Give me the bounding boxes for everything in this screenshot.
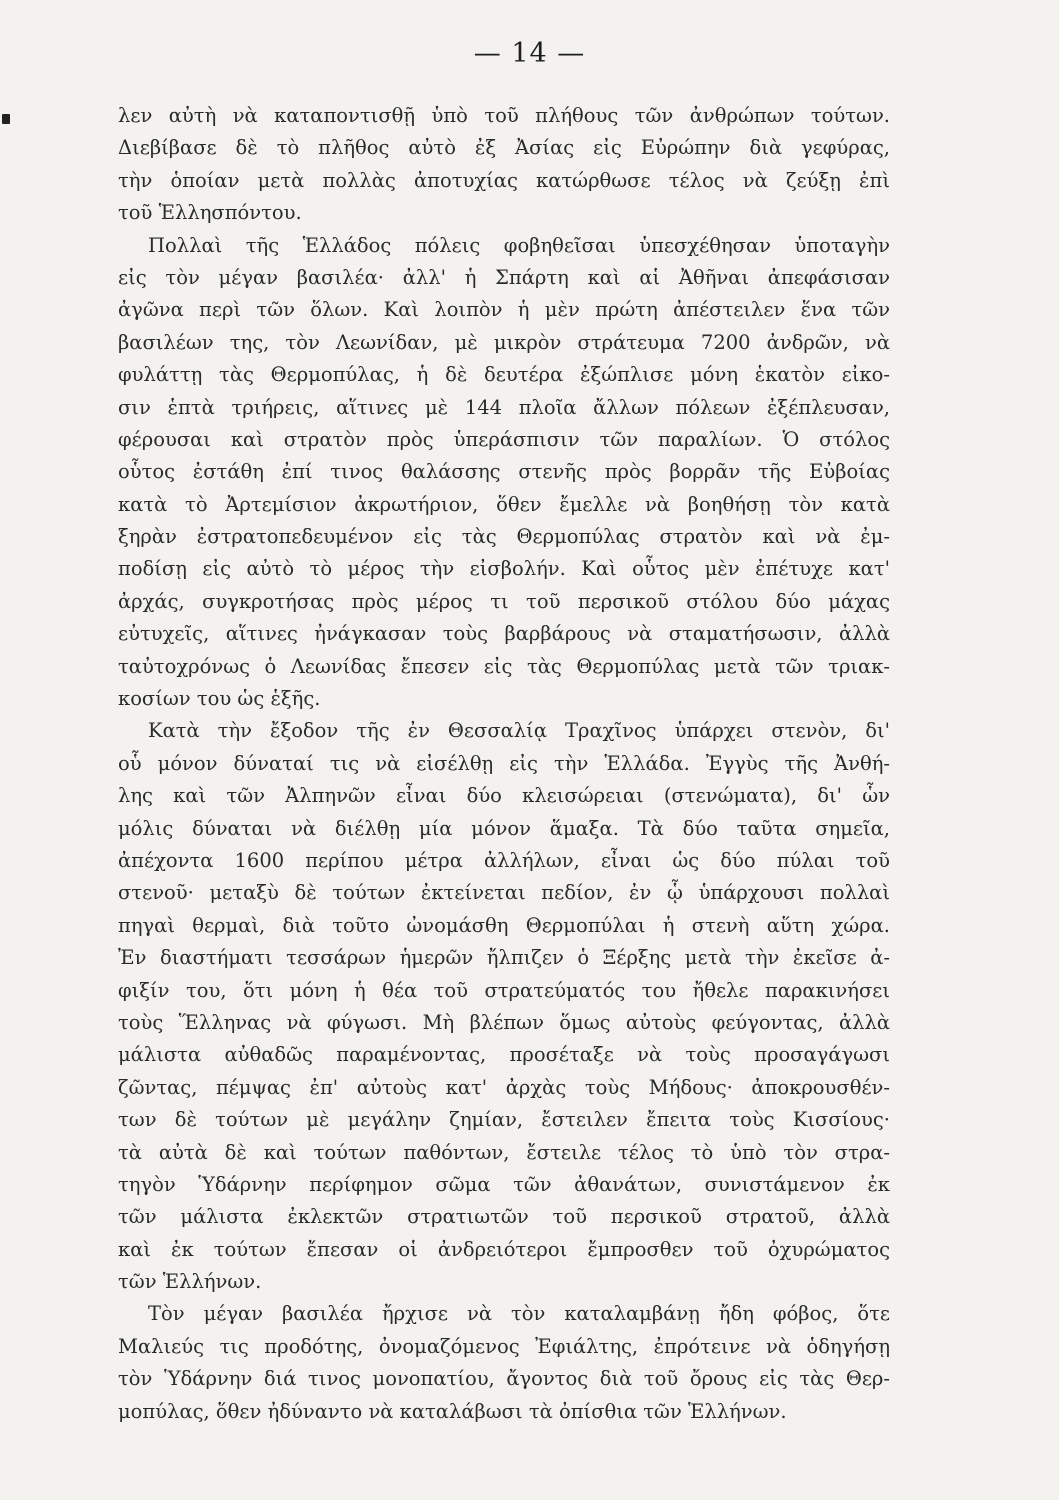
text-line: ποδίσῃ εἰς αὐτὸ τὸ μέρος τὴν εἰσβολήν. Καὶ οὗτος μὲν ἐπέτυχε κατ' xyxy=(118,557,890,581)
text-line: πηγαὶ θερμαὶ, διὰ τοῦτο ὠνομάσθη Θερμοπύλαι ἡ στενὴ αὕτη χώρα. xyxy=(118,913,890,937)
text-line: οὗτος ἐστάθη ἐπί τινος θαλάσσης στενῆς πρὸς βορρᾶν τῆς Εὐβοίας xyxy=(118,460,890,484)
text-line: ἀπέχοντα 1600 περίπου μέτρα ἀλλήλων, εἶναι ὡς δύο πύλαι τοῦ xyxy=(118,848,890,872)
text-line: ἀγῶνα περὶ τῶν ὅλων. Καὶ λοιπὸν ἡ μὲν πρώτη ἀπέστειλεν ἕνα τῶν xyxy=(118,298,890,322)
text-line: Πολλαὶ τῆς Ἑλλάδος πόλεις φοβηθεῖσαι ὑπεσχέθησαν ὑποταγὴν xyxy=(148,233,890,257)
text-line: οὗ μόνον δύναταί τις νὰ εἰσέλθῃ εἰς τὴν Ἑλλάδα. Ἐγγὺς τῆς Ἀνθή- xyxy=(118,751,890,775)
text-line: τῶν μάλιστα ἐκλεκτῶν στρατιωτῶν τοῦ περσικοῦ στρατοῦ, ἀλλὰ xyxy=(118,1205,890,1229)
text-line: ταὐτοχρόνως ὁ Λεωνίδας ἔπεσεν εἰς τὰς Θερμοπύλας μετὰ τῶν τριακ- xyxy=(118,654,890,678)
text-line: τὴν ὁποίαν μετὰ πολλὰς ἀποτυχίας κατώρθωσε τέλος νὰ ζεύξῃ ἐπὶ xyxy=(118,168,890,192)
text-line: λεν αὐτὴ νὰ καταποντισθῇ ὑπὸ τοῦ πλήθους τῶν ἀνθρώπων τούτων. xyxy=(118,104,890,127)
text-line: φιξίν του, ὅτι μόνη ἡ θέα τοῦ στρατεύματός του ἤθελε παρακινήσει xyxy=(118,978,890,1002)
paragraph xyxy=(118,100,890,1428)
margin-mark xyxy=(2,114,10,124)
text-line: τῶν Ἑλλήνων. xyxy=(118,1270,262,1294)
text-line: τὰ αὐτὰ δὲ καὶ τούτων παθόντων, ἔστειλε τέλος τὸ ὑπὸ τὸν στρα- xyxy=(118,1140,890,1164)
page-number: — 14 — xyxy=(473,38,586,69)
text-line: ἀρχάς, συγκροτήσας πρὸς μέρος τι τοῦ περσικοῦ στόλου δύο μάχας xyxy=(118,589,890,613)
text-line: μόλις δύναται νὰ διέλθῃ μία μόνον ἅμαξα. Τὰ δύο ταῦτα σημεῖα, xyxy=(118,816,890,840)
text-line: τηγὸν Ὑδάρνην περίφημον σῶμα τῶν ἀθανάτων, συνιστάμενον ἐκ xyxy=(118,1172,890,1196)
body-text xyxy=(118,100,890,1428)
text-line: ζῶντας, πέμψας ἐπ' αὐτοὺς κατ' ἀρχὰς τοὺς Μήδους· ἀποκρουσθέν- xyxy=(118,1075,890,1099)
text-line: στενοῦ· μεταξὺ δὲ τούτων ἐκτείνεται πεδίον, ἐν ᾧ ὑπάρχουσι πολλαὶ xyxy=(118,881,890,905)
text-line: εἰς τὸν μέγαν βασιλέα· ἀλλ' ἡ Σπάρτη καὶ αἱ Ἀθῆναι ἀπεφάσισαν xyxy=(118,265,890,289)
text-line: σιν ἑπτὰ τριήρεις, αἵτινες μὲ 144 πλοῖα ἄλλων πόλεων ἐξέπλευσαν, xyxy=(118,395,890,419)
text-line: κοσίων του ὡς ἑξῆς. xyxy=(118,687,321,711)
text-line: τὸν Ὑδάρνην διά τινος μονοπατίου, ἄγοντος διὰ τοῦ ὄρους εἰς τὰς Θερ- xyxy=(118,1367,890,1391)
text-line: Διεβίβασε δὲ τὸ πλῆθος αὐτὸ ἐξ Ἀσίας εἰς Εὐρώπην διὰ γεφύρας, xyxy=(118,136,890,160)
text-line: Τὸν μέγαν βασιλέα ἤρχισε νὰ τὸν καταλαμβάνῃ ἤδη φόβος, ὅτε xyxy=(148,1302,890,1326)
text-line: εὐτυχεῖς, αἵτινες ἠνάγκασαν τοὺς βαρβάρους νὰ σταματήσωσιν, ἀλλὰ xyxy=(118,622,890,646)
text-line: τοῦ Ἑλλησπόντου. xyxy=(118,201,302,225)
text-line: λης καὶ τῶν Ἀλπηνῶν εἶναι δύο κλεισώρειαι (στενώματα), δι' ὧν xyxy=(118,784,890,808)
text-line: μοπύλας, ὅθεν ἠδύναντο νὰ καταλάβωσι τὰ ὀπίσθια τῶν Ἑλλήνων. xyxy=(118,1399,787,1423)
text-line: καὶ ἐκ τούτων ἔπεσαν οἱ ἀνδρειότεροι ἔμπροσθεν τοῦ ὀχυρώματος xyxy=(118,1237,890,1261)
text-line: κατὰ τὸ Ἀρτεμίσιον ἀκρωτήριον, ὅθεν ἔμελλε νὰ βοηθήσῃ τὸν κατὰ xyxy=(118,492,890,516)
text-line: τοὺς Ἕλληνας νὰ φύγωσι. Μὴ βλέπων ὅμως αὐτοὺς φεύγοντας, ἀλλὰ xyxy=(118,1010,890,1034)
text-line: των δὲ τούτων μὲ μεγάλην ζημίαν, ἔστειλεν ἔπειτα τοὺς Κισσίους· xyxy=(118,1108,890,1132)
text-line: βασιλέων της, τὸν Λεωνίδαν, μὲ μικρὸν στράτευμα 7200 ἀνδρῶν, νὰ xyxy=(118,330,890,354)
text-line: φέρουσαι καὶ στρατὸν πρὸς ὑπεράσπισιν τῶν παραλίων. Ὁ στόλος xyxy=(118,427,890,451)
text-line: Κατὰ τὴν ἔξοδον τῆς ἐν Θεσσαλίᾳ Τραχῖνος ὑπάρχει στενὸν, δι' xyxy=(148,719,890,743)
text-line: Ἐν διαστήματι τεσσάρων ἡμερῶν ἤλπιζεν ὁ Ξέρξης μετὰ τὴν ἐκεῖσε ἀ- xyxy=(118,946,890,970)
text-line: μάλιστα αὐθαδῶς παραμένοντας, προσέταξε νὰ τοὺς προσαγάγωσι xyxy=(118,1043,890,1067)
text-line: φυλάττῃ τὰς Θερμοπύλας, ἡ δὲ δευτέρα ἐξώπλισε μόνη ἑκατὸν εἰκο- xyxy=(118,363,890,387)
text-line: Μαλιεύς τις προδότης, ὀνομαζόμενος Ἐφιάλτης, ἐπρότεινε νὰ ὁδηγήσῃ xyxy=(118,1334,890,1358)
text-line: ξηρὰν ἐστρατοπεδευμένον εἰς τὰς Θερμοπύλας στρατὸν καὶ νὰ ἐμ- xyxy=(118,525,890,549)
